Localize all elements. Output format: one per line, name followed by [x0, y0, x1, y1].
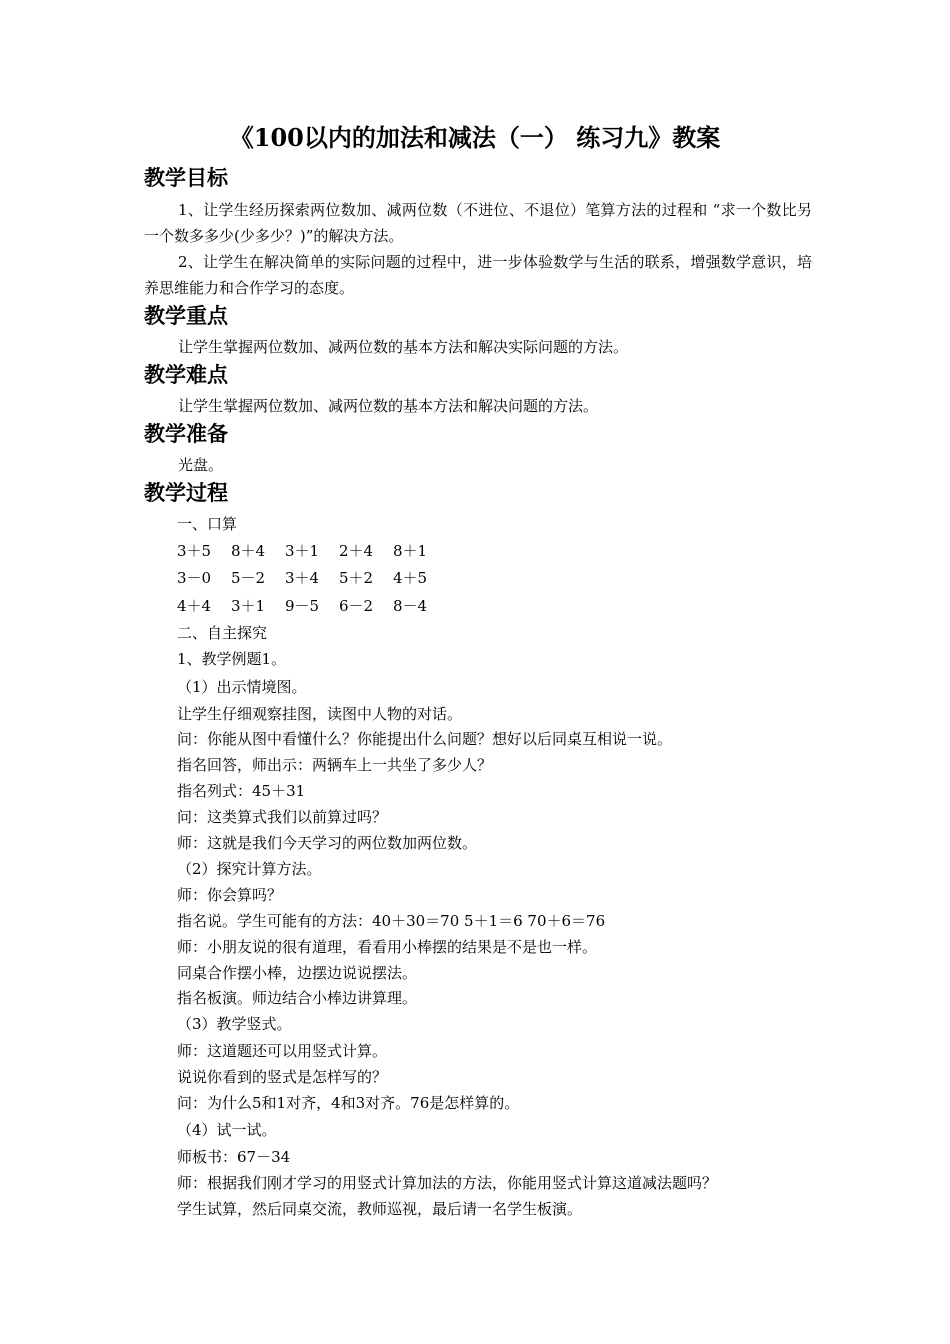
goal-paragraph-1: 1、让学生经历探索两位数加、减两位数（不进位、不退位）笔算方法的过程和 “求一个数比另一个数多多少(少多少？)”的解决方法。	[144, 201, 812, 245]
process-line: 师：小朋友说的很有道理，看看用小棒摆的结果是不是也一样。	[177, 938, 598, 956]
heading-teaching-process: 教学过程	[144, 480, 228, 505]
process-line: 让学生仔细观察挂图，读图中人物的对话。	[177, 705, 463, 723]
process-line: 师：这道题还可以用竖式计算。	[177, 1042, 388, 1060]
process-line: 问：为什么5和1对齐，4和3对齐。76是怎样算的。	[177, 1094, 520, 1112]
process-line: （1）出示情境图。	[177, 678, 307, 696]
difficulties-text: 让学生掌握两位数加、减两位数的基本方法和解决问题的方法。	[178, 397, 599, 415]
oral-item: 2＋4	[339, 542, 374, 560]
process-line: 1、教学例题1。	[177, 650, 287, 668]
oral-item: 8＋4	[231, 542, 266, 560]
oral-item: 3－0	[177, 569, 212, 587]
process-line: 师：根据我们刚才学习的用竖式计算加法的方法，你能用竖式计算这道减法题吗？	[177, 1174, 718, 1192]
process-line: 师板书：67－34	[177, 1148, 291, 1166]
process-line: 学生试算，然后同桌交流，教师巡视，最后请一名学生板演。	[177, 1200, 583, 1218]
document-title: 《100以内的加法和减法（一） 练习九》教案	[229, 123, 721, 152]
heading-teaching-difficulties: 教学难点	[144, 362, 228, 387]
oral-item: 5＋2	[339, 569, 374, 587]
oral-item: 9－5	[285, 597, 320, 615]
oral-item: 8＋1	[393, 542, 428, 560]
oral-item: 3＋1	[285, 542, 320, 560]
oral-row-3	[177, 595, 447, 617]
process-line: 问：这类算式我们以前算过吗？	[177, 808, 388, 826]
process-line: 问：你能从图中看懂什么？你能提出什么问题？想好以后同桌互相说一说。	[177, 730, 673, 748]
process-line: 指名板演。师边结合小棒边讲算理。	[177, 989, 418, 1007]
oral-item: 8－4	[393, 597, 428, 615]
heading-teaching-preparation: 教学准备	[144, 421, 228, 446]
oral-item: 3＋1	[231, 597, 266, 615]
process-line: 二、自主探究	[177, 624, 268, 642]
oral-item: 3＋4	[285, 569, 320, 587]
oral-item: 4＋4	[177, 597, 212, 615]
process-line: （4）试一试。	[177, 1121, 277, 1139]
process-line: 师：这就是我们今天学习的两位数加两位数。	[177, 834, 478, 852]
process-line: 指名回答，师出示：两辆车上一共坐了多少人？	[177, 756, 493, 774]
process-line: 指名说。学生可能有的方法：40＋30＝70 5＋1＝6 70＋6＝76	[177, 912, 606, 930]
process-line: （3）教学竖式。	[177, 1015, 292, 1033]
process-line: 师：你会算吗？	[177, 886, 283, 904]
oral-item: 4＋5	[393, 569, 428, 587]
heading-teaching-goals: 教学目标	[144, 165, 228, 190]
process-line: （2）探究计算方法。	[177, 860, 322, 878]
preparation-text: 光盘。	[178, 456, 224, 474]
oral-row-2	[177, 567, 447, 589]
key-points-text: 让学生掌握两位数加、减两位数的基本方法和解决实际问题的方法。	[178, 338, 629, 356]
process-line: 指名列式：45＋31	[177, 782, 306, 800]
heading-teaching-key-points: 教学重点	[144, 303, 228, 328]
oral-item: 6－2	[339, 597, 374, 615]
process-line: 说说你看到的竖式是怎样写的？	[177, 1068, 388, 1086]
oral-row-1	[177, 540, 447, 562]
process-line: 同桌合作摆小棒，边摆边说说摆法。	[177, 964, 418, 982]
oral-item: 5－2	[231, 569, 266, 587]
oral-calculation-title: 一、口算	[177, 515, 238, 533]
goal-paragraph-2: 2、让学生在解决简单的实际问题的过程中，进一步体验数学与生活的联系，增强数学意识，培养思维能力和合作学习的态度。	[144, 253, 812, 297]
oral-item: 3＋5	[177, 542, 212, 560]
